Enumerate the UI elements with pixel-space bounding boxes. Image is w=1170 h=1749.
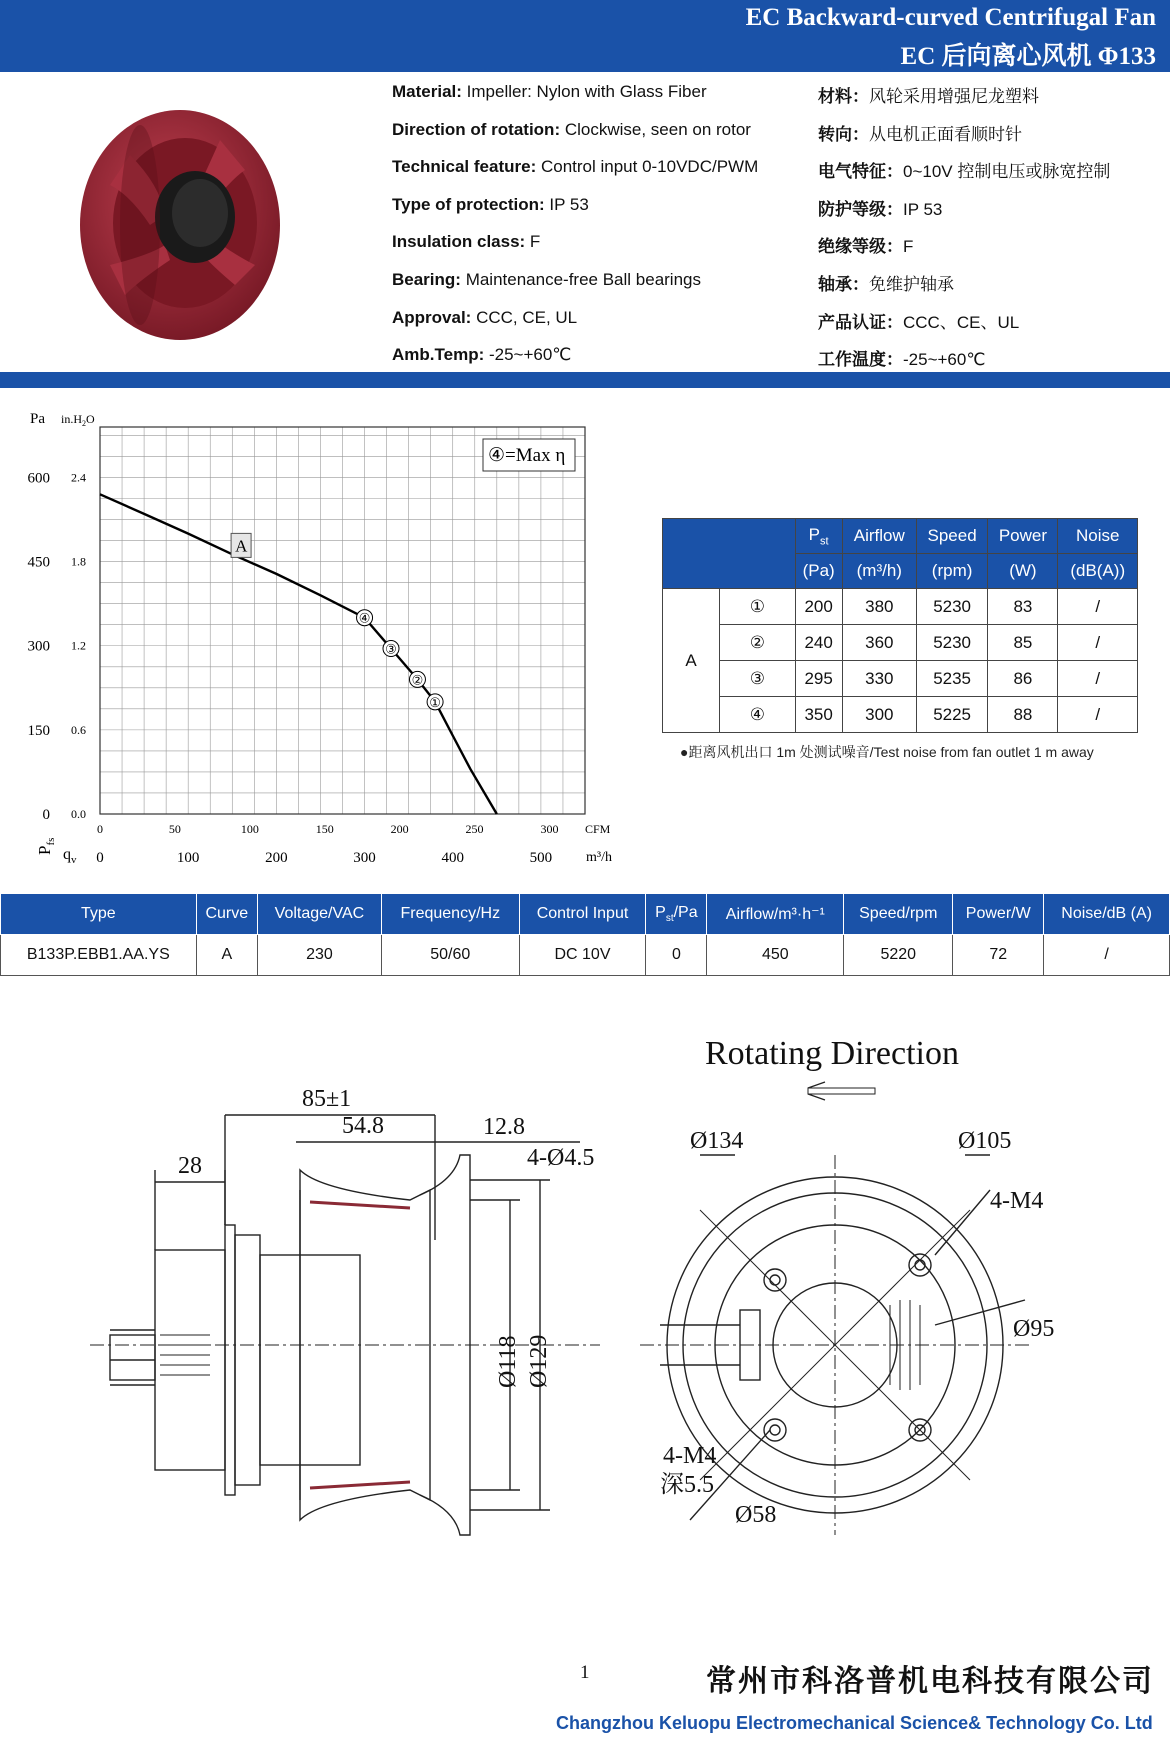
- perf-header-power: Power: [988, 519, 1058, 554]
- operating-point-label: ④: [358, 610, 371, 626]
- perf-cell-airflow: 330: [842, 661, 916, 697]
- spec-cn-value: IP 53: [903, 199, 943, 219]
- type-table: [0, 893, 1170, 976]
- x-tick-m3h: 0: [96, 850, 104, 866]
- perf-row: [663, 625, 1138, 661]
- spec-cn-value: F: [903, 237, 914, 257]
- spec-en-value: F: [525, 232, 541, 252]
- x-unit-bottom: m³/h: [586, 850, 612, 865]
- y-tick-pa: 300: [27, 638, 50, 655]
- spec-en-value: IP 53: [544, 194, 589, 214]
- spec-en-label: Type of protection:: [392, 194, 545, 214]
- type-cell: DC 10V: [519, 935, 646, 976]
- dim-4-holes: 4-Ø4.5: [527, 1145, 595, 1171]
- spec-en-label: Amb.Temp:: [392, 345, 485, 365]
- title-cn: EC 后向离心风机 Φ133: [900, 43, 1156, 70]
- type-header-cell: Noise/dB (A): [1044, 894, 1170, 935]
- dim-129: Ø129: [526, 1334, 552, 1388]
- spec-cn-label: 工作温度：: [818, 350, 903, 370]
- spec-cn-label: 转向：: [818, 124, 869, 144]
- dim-28: 28: [178, 1153, 202, 1179]
- type-header-cell: Control Input: [519, 894, 646, 935]
- spec-en-label: Direction of rotation:: [392, 119, 561, 139]
- spec-cn-label: 轴承：: [818, 275, 869, 294]
- spec-cn-value: 免维护轴承: [869, 275, 954, 294]
- operating-point-3: [383, 641, 399, 657]
- spec-cn-6: [818, 308, 1019, 333]
- spec-cn-4: [818, 232, 913, 257]
- x-axis-label: $q_v$: [63, 846, 77, 866]
- perf-cell-pst: 200: [795, 589, 842, 625]
- x-unit-top: CFM: [585, 822, 611, 836]
- spec-cn-value: CCC、CE、UL: [903, 312, 1020, 332]
- spec-en-value: Control input 0-10VDC/PWM: [536, 157, 759, 177]
- perf-cell-power: 86: [988, 661, 1058, 697]
- operating-point-label: ②: [411, 672, 424, 688]
- spec-cn-value: 从电机正面看顺时针: [869, 124, 1022, 144]
- x-tick-cfm: 250: [465, 822, 484, 836]
- perf-cell-pst: 350: [795, 697, 842, 733]
- spec-en-value: Clockwise, seen on rotor: [560, 119, 751, 139]
- y-ticks: [28, 470, 87, 823]
- spec-cn-label: 防护等级：: [818, 199, 903, 219]
- spec-cn-label: 电气特征：: [818, 162, 903, 182]
- type-cell: B133P.EBB1.AA.YS: [1, 935, 197, 976]
- type-cell: 0: [646, 935, 707, 976]
- x-tick-m3h: 100: [176, 850, 200, 866]
- spec-en-value: CCC, CE, UL: [471, 307, 578, 327]
- y-tick-pa: 600: [27, 470, 50, 487]
- operating-point-1: [427, 694, 443, 710]
- performance-chart: [0, 405, 640, 875]
- y-tick-inh2o: 1.8: [71, 554, 86, 569]
- perf-header-blank: [663, 519, 796, 589]
- x-tick-cfm: 150: [315, 822, 334, 836]
- spec-en-0: [392, 82, 707, 102]
- type-header-cell: Speed/rpm: [844, 894, 953, 935]
- header-banner: [0, 0, 1170, 72]
- type-cell: A: [196, 935, 257, 976]
- dim-118: Ø118: [495, 1335, 521, 1388]
- spec-cn-label: 产品认证：: [818, 312, 903, 332]
- x-tick-m3h: 500: [529, 850, 553, 866]
- x-tick-cfm: 200: [390, 822, 409, 836]
- type-header-cell: Airflow/m³·h⁻¹: [707, 894, 844, 935]
- perf-cell-pt: ④: [720, 697, 795, 733]
- legend-note: ④=Max η: [488, 445, 566, 466]
- perf-unit-pst: (Pa): [795, 554, 842, 589]
- y-unit-left: Pa: [30, 411, 45, 427]
- perf-unit-speed: (rpm): [916, 554, 988, 589]
- type-header-cell: $P_{st}/Pa$: [646, 894, 707, 935]
- spec-cn-7: [818, 345, 985, 370]
- perf-header-noise: Noise: [1058, 519, 1138, 554]
- company-name-en: Changzhou Keluopu Electromechanical Science& Technology Co. Ltd: [556, 1713, 1153, 1733]
- perf-unit-power: (W): [988, 554, 1058, 589]
- perf-unit-noise: (dB(A)): [1058, 554, 1138, 589]
- perf-curve-cell: A: [663, 589, 720, 733]
- type-cell: 50/60: [382, 935, 520, 976]
- spec-en-label: Bearing:: [392, 270, 461, 289]
- y-axis-label: $P_{fs}$: [35, 837, 57, 855]
- spec-en-label: Material:: [392, 82, 462, 101]
- spec-cn-value: -25~+60℃: [903, 350, 986, 370]
- y-tick-inh2o: 1.2: [71, 638, 86, 653]
- perf-row: [663, 661, 1138, 697]
- dim-134: Ø134: [690, 1128, 744, 1154]
- perf-cell-speed: 5230: [916, 589, 988, 625]
- spec-en-4: [392, 232, 540, 252]
- perf-header-pst: $P_{st}$: [795, 519, 842, 554]
- spec-en-7: [392, 345, 571, 365]
- perf-cell-pst: 295: [795, 661, 842, 697]
- spec-en-label: Technical feature:: [392, 157, 537, 177]
- x-ticks: [96, 822, 558, 866]
- spec-cn-1: [818, 120, 1022, 145]
- dim-85: 85±1: [302, 1086, 352, 1112]
- perf-header-row-top: [663, 519, 1138, 554]
- y-unit-right: $in.H_2O$: [61, 412, 95, 428]
- curve-label-box: [231, 533, 251, 557]
- spec-cn-0: [818, 82, 1039, 107]
- section-divider: [0, 372, 1170, 388]
- x-tick-cfm: 300: [540, 822, 559, 836]
- type-header-row: [1, 894, 1170, 935]
- spec-cn-2: [818, 157, 1110, 182]
- operating-point-4: [357, 610, 373, 626]
- perf-header-airflow: Airflow: [842, 519, 916, 554]
- perf-cell-pt: ③: [720, 661, 795, 697]
- spec-en-3: [392, 195, 589, 215]
- perf-cell-airflow: 360: [842, 625, 916, 661]
- dimension-drawing: [0, 1030, 1170, 1590]
- performance-table: [662, 518, 1138, 733]
- chart-grid: [100, 427, 585, 814]
- perf-cell-noise: /: [1058, 661, 1138, 697]
- y-tick-pa: 450: [27, 554, 50, 571]
- perf-cell-power: 83: [988, 589, 1058, 625]
- perf-row: [663, 697, 1138, 733]
- type-cell: /: [1044, 935, 1170, 976]
- perf-unit-airflow: (m³/h): [842, 554, 916, 589]
- perf-cell-noise: /: [1058, 697, 1138, 733]
- operating-point-label: ③: [385, 641, 397, 657]
- y-tick-inh2o: 0.0: [71, 807, 86, 821]
- dim-105: Ø105: [958, 1128, 1012, 1154]
- dim-54-8: 54.8: [342, 1113, 384, 1139]
- spec-cn-value: 0~10V 控制电压或脉宽控制: [903, 162, 1111, 182]
- spec-cn-label: 绝缘等级：: [818, 237, 903, 257]
- y-tick-pa: 0: [42, 807, 50, 823]
- dim-12-8: 12.8: [483, 1114, 525, 1140]
- perf-cell-speed: 5225: [916, 697, 988, 733]
- x-tick-cfm: 0: [97, 822, 103, 836]
- spec-en-value: Impeller: Nylon with Glass Fiber: [461, 82, 707, 101]
- spec-cn-value: 风轮采用增强尼龙塑料: [869, 87, 1039, 106]
- dim-4-m4-bottom: 4-M4: [663, 1443, 717, 1469]
- type-cell: 450: [707, 935, 844, 976]
- perf-cell-speed: 5235: [916, 661, 988, 697]
- type-header-cell: Frequency/Hz: [382, 894, 520, 935]
- x-tick-cfm: 50: [168, 822, 181, 836]
- perf-cell-power: 85: [988, 625, 1058, 661]
- curve-label: A: [235, 536, 248, 556]
- spec-en-label: Insulation class:: [392, 232, 526, 252]
- spec-en-6: [392, 308, 577, 328]
- type-header-cell: Power/W: [953, 894, 1044, 935]
- spec-cn-5: [818, 270, 954, 295]
- y-tick-inh2o: 2.4: [71, 470, 86, 485]
- mount-holes: [764, 1254, 931, 1441]
- type-cell: 230: [257, 935, 381, 976]
- spec-en-value: -25~+60℃: [484, 345, 572, 365]
- dim-4-m4-top: 4-M4: [990, 1188, 1044, 1214]
- type-header-cell: Curve: [196, 894, 257, 935]
- perf-row: [663, 589, 1138, 625]
- spec-cn-label: 材料：: [818, 87, 869, 106]
- operating-point-label: ①: [429, 694, 441, 710]
- x-tick-m3h: 200: [265, 850, 288, 866]
- perf-cell-airflow: 300: [842, 697, 916, 733]
- spec-en-1: [392, 120, 751, 140]
- type-header-cell: Type: [1, 894, 197, 935]
- x-tick-cfm: 100: [240, 822, 259, 836]
- perf-cell-power: 88: [988, 697, 1058, 733]
- perf-cell-speed: 5230: [916, 625, 988, 661]
- perf-cell-noise: /: [1058, 589, 1138, 625]
- type-cell: 5220: [844, 935, 953, 976]
- perf-cell-pt: ②: [720, 625, 795, 661]
- company-name-cn: 常州市科洛普机电科技有限公司: [706, 1665, 1154, 1698]
- title-en: EC Backward-curved Centrifugal Fan: [745, 4, 1156, 31]
- dim-depth: 深5.5: [660, 1472, 714, 1498]
- perf-header-speed: Speed: [916, 519, 988, 554]
- x-tick-m3h: 300: [353, 850, 376, 866]
- type-data-row: [1, 935, 1170, 976]
- operating-point-2: [409, 671, 425, 687]
- y-tick-pa: 150: [27, 722, 50, 739]
- perf-cell-pst: 240: [795, 625, 842, 661]
- spec-en-2: [392, 157, 758, 177]
- x-tick-m3h: 400: [441, 850, 464, 866]
- type-header-cell: Voltage/VAC: [257, 894, 381, 935]
- spec-cn-3: [818, 195, 942, 220]
- spec-en-5: [392, 270, 701, 290]
- page-number: 1: [580, 1662, 590, 1683]
- type-cell: 72: [953, 935, 1044, 976]
- noise-test-note: ●距离风机出口 1m 处测试噪音/Test noise from fan outlet 1 m away: [680, 744, 1094, 760]
- spec-en-value: Maintenance-free Ball bearings: [460, 270, 701, 289]
- perf-cell-noise: /: [1058, 625, 1138, 661]
- dim-58: Ø58: [735, 1502, 777, 1528]
- perf-cell-pt: ①: [720, 589, 795, 625]
- fan-product-image: [70, 95, 285, 345]
- perf-cell-airflow: 380: [842, 589, 916, 625]
- rotating-direction-label: Rotating Direction: [705, 1035, 960, 1072]
- y-tick-inh2o: 0.6: [71, 722, 86, 737]
- dim-95: Ø95: [1013, 1316, 1055, 1342]
- spec-en-label: Approval:: [392, 307, 472, 327]
